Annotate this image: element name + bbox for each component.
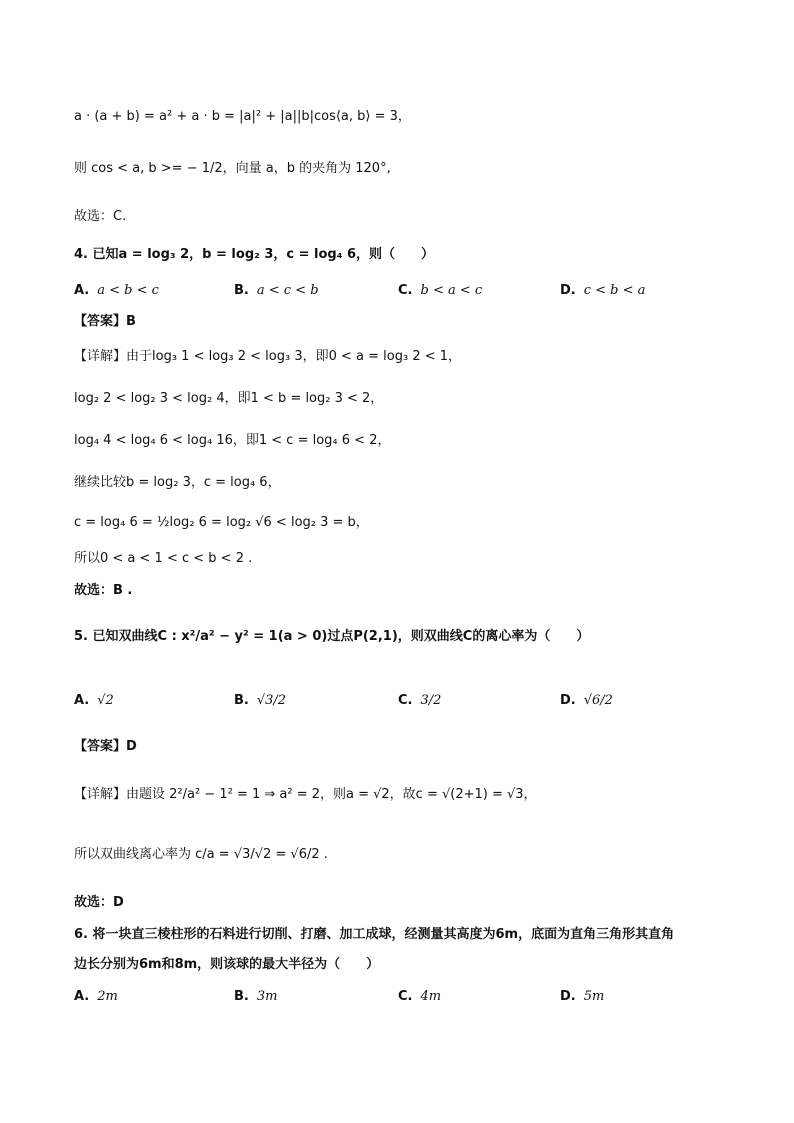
- q5-option-a: A. √2: [74, 693, 114, 708]
- q6-stem-line-1: 6. 将一块直三棱柱形的石料进行切削、打磨、加工成球，经测量其高度为6m，底面为直角三角形其直角: [74, 927, 675, 942]
- q4-option-c: C. b < a < c: [398, 283, 483, 298]
- q5-option-c: C. 3/2: [398, 693, 442, 708]
- cosine-angle-line: 则 cos < a, b >= − 1/2，向量 a，b 的夹角为 120°,: [74, 161, 391, 176]
- q5-choice: 故选：D: [74, 895, 124, 910]
- q5-option-d: D. √6/2: [560, 693, 613, 708]
- q4-option-d: D. c < b < a: [560, 283, 646, 298]
- q5-detail-2: 所以双曲线离心率为 c/a = √3/√2 = √6/2 .: [74, 847, 328, 862]
- q4-detail-6: 所以0 < a < 1 < c < b < 2 .: [74, 551, 253, 566]
- q4-choice: 故选：B .: [74, 583, 133, 598]
- q3-choice: 故选：C.: [74, 209, 127, 224]
- q4-stem: 4. 已知a = log₃ 2，b = log₂ 3，c = log₄ 6，则（ ）: [74, 247, 435, 262]
- q5-answer: 【答案】D: [74, 739, 137, 754]
- q4-detail-4: 继续比较b = log₂ 3，c = log₄ 6，: [74, 475, 281, 490]
- q6-option-c: C. 4m: [398, 989, 442, 1004]
- q5-option-b: B. √3/2: [234, 693, 287, 708]
- vector-dot-product-line: a · (a + b) = a² + a · b = |a|² + |a||b|cos⟨a, b⟩ = 3，: [74, 109, 411, 124]
- q4-detail-3: log₄ 4 < log₄ 6 < log₄ 16，即1 < c = log₄ 6 < 2，: [74, 433, 391, 448]
- q4-option-b: B. a < c < b: [234, 283, 319, 298]
- q4-detail-1: 【详解】由于log₃ 1 < log₃ 2 < log₃ 3，即0 < a = log₃ 2 < 1，: [74, 349, 462, 364]
- q6-option-a: A. 2m: [74, 989, 118, 1004]
- q6-stem-line-2: 边长分别为6m和8m，则该球的最大半径为（ ）: [74, 957, 380, 972]
- q6-option-d: D. 5m: [560, 989, 605, 1004]
- q5-detail-1: 【详解】由题设 2²/a² − 1² = 1 ⇒ a² = 2，则a = √2，故c = √(2+1) = √3，: [74, 787, 537, 802]
- q4-detail-5: c = log₄ 6 = ½log₂ 6 = log₂ √6 < log₂ 3 = b，: [74, 515, 369, 530]
- q4-answer: 【答案】B: [74, 314, 136, 329]
- q4-detail-2: log₂ 2 < log₂ 3 < log₂ 4，即1 < b = log₂ 3 < 2，: [74, 391, 384, 406]
- q6-option-b: B. 3m: [234, 989, 278, 1004]
- q4-option-a: A. a < b < c: [74, 283, 159, 298]
- q5-stem: 5. 已知双曲线C : x²/a² − y² = 1(a > 0)过点P(2,1)，则双曲线C的离心率为（ ）: [74, 629, 590, 644]
